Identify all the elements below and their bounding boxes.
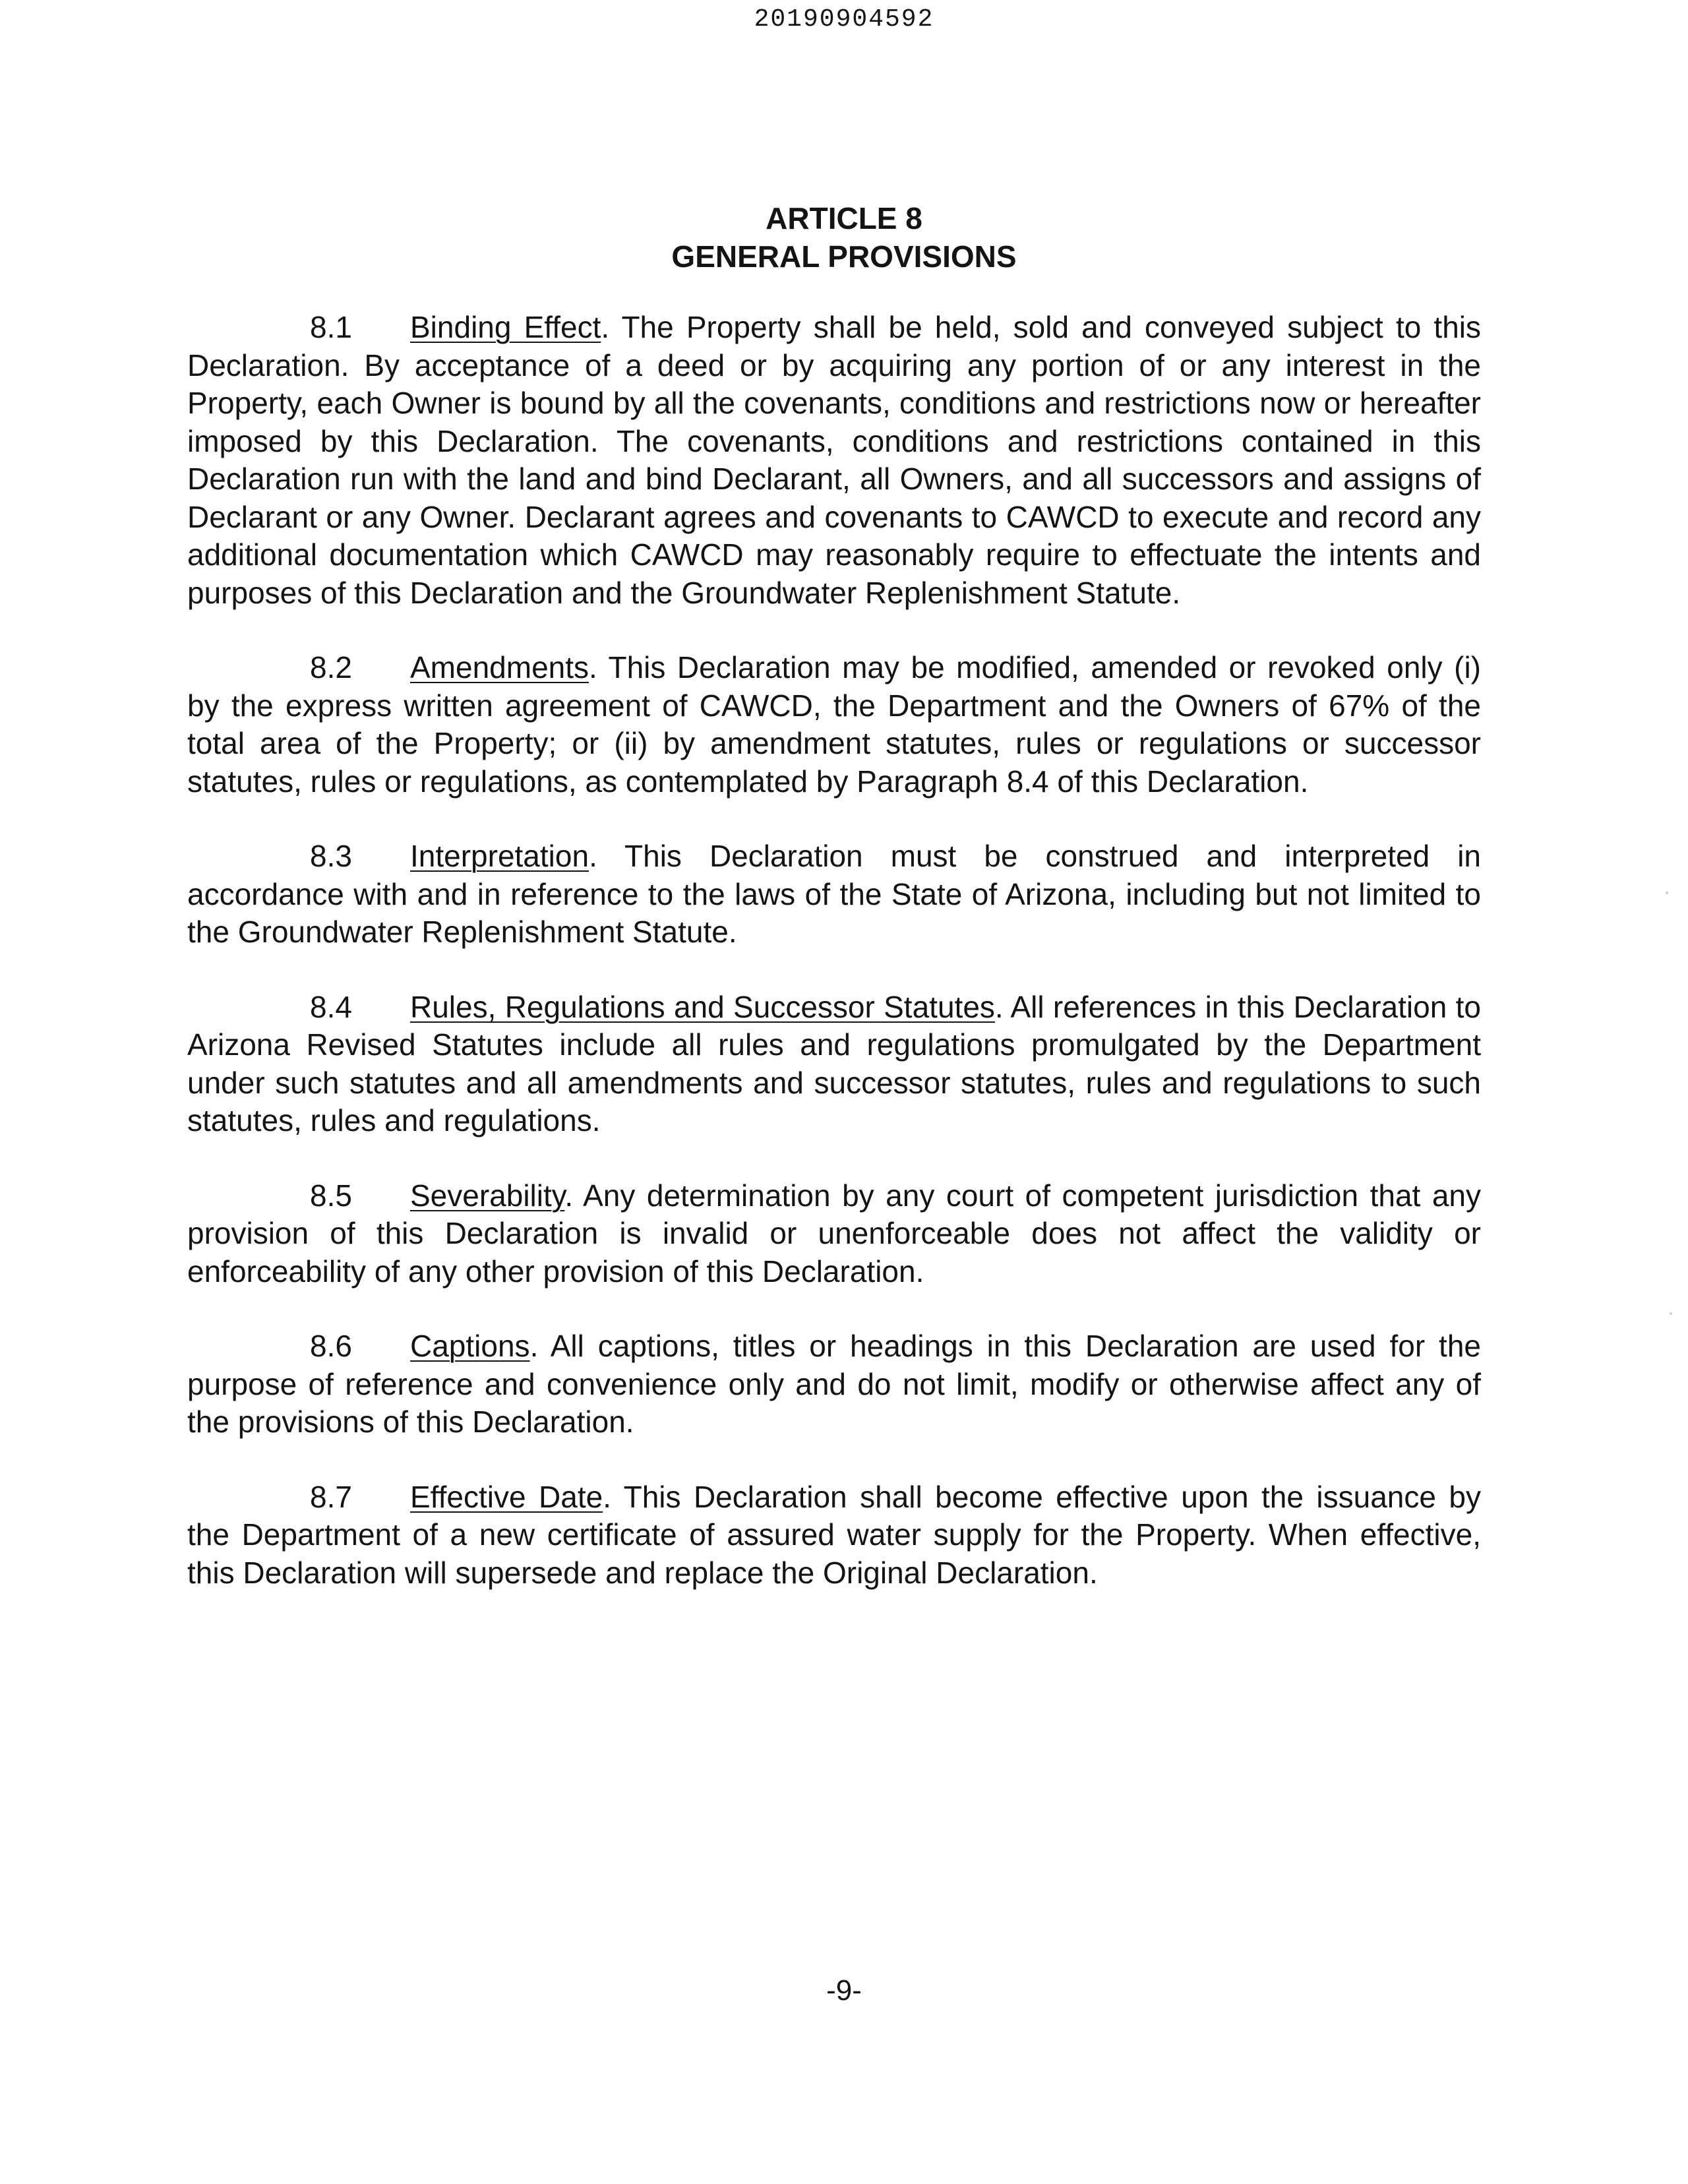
scan-speck	[1666, 892, 1668, 894]
document-body	[187, 309, 1481, 1629]
document-number: 20190904592	[754, 5, 934, 34]
section-caption: Captions	[410, 1329, 530, 1363]
section-text: This Declaration may be modified, amended or revoked only (i) by the express written agreement of CAWCD, the Department and the Owners of 67% of the total area of the Property; or (ii) by amendment statutes, rules or regulations or successor statutes, rules or regulations, as contemplated by Paragraph 8.4 of this Declaration.	[187, 650, 1481, 799]
section-8-3: 8.3 Interpretation. This Declaration must be construed and interpreted in accordance with and in reference to the laws of the State of Arizona, including but not limited to the Groundwater Replenishment Statute.	[187, 839, 1481, 949]
section-8-7: 8.7 Effective Date. This Declaration shall become effective upon the issuance by the Department of a new certificate of assured water supply for the Property. When effective, this Declaration will supersede and replace the Original Declaration.	[187, 1479, 1481, 1590]
section-number: 8.7	[310, 1479, 352, 1514]
section-caption: Effective Date	[410, 1479, 603, 1514]
section-8-5: 8.5 Severability. Any determination by any court of competent jurisdiction that any provision of this Declaration is invalid or unenforceable does not affect the validity or enforceability of any other provision of this Declaration.	[187, 1178, 1481, 1289]
section-8-2: 8.2 Amendments. This Declaration may be modified, amended or revoked only (i) by the express written agreement of CAWCD, the Department and the Owners of 67% of the total area of the Property; or (ii) by amendment statutes, rules or regulations or successor statutes, rules or regulations, as contemplated by Paragraph 8.4 of this Declaration.	[187, 650, 1481, 799]
section-caption: Amendments	[410, 650, 589, 684]
article-number: ARTICLE 8	[766, 201, 922, 235]
section-8-1: 8.1 Binding Effect. The Property shall be held, sold and conveyed subject to this Declaration. By acceptance of a deed or by acquiring any portion of or any interest in the Property, each Owner is bound by all the covenants, conditions and restrictions now or hereafter imposed by this Declaration. The covenants, conditions and restrictions contained in this Declaration run with the land and bind Declarant, all Owners, and all successors and assigns of Declarant or any Owner. Declarant agrees and covenants to CAWCD to execute and record any additional documentation which CAWCD may reasonably require to effectuate the intents and purposes of this Declaration and the Groundwater Replenishment Statute.	[187, 310, 1482, 610]
scan-speck	[1670, 1312, 1672, 1315]
section-text: This Declaration shall become effective upon the issuance by the Department of a new certificate of assured water supply for the Property. When effective, this Declaration will supersede and replace the Original Declaration.	[187, 1479, 1481, 1590]
section-text: This Declaration must be construed and interpreted in accordance with and in reference to the laws of the State of Arizona, including but not limited to the Groundwater Replenishment Statute.	[187, 839, 1481, 949]
section-number: 8.6	[310, 1329, 352, 1363]
section-caption: Rules, Regulations and Successor Statutes	[410, 989, 995, 1024]
section-text: The Property shall be held, sold and conveyed subject to this Declaration. By acceptance of a deed or by acquiring any portion of or any interest in the Property, each Owner is bound by all the covenants, conditions and restrictions now or hereafter imposed by this Declaration. The covenants, conditions and restrictions contained in this Declaration run with the land and bind Declarant, all Owners, and all successors and assigns of Declarant or any Owner. Declarant agrees and covenants to CAWCD to execute and record any additional documentation which CAWCD may reasonably require to effectuate the intents and purposes of this Declaration and the Groundwater Replenishment Statute.	[187, 310, 1482, 610]
section-number: 8.2	[310, 650, 352, 684]
section-8-4: 8.4 Rules, Regulations and Successor Statutes. All references in this Declaration to Arizona Revised Statutes include all rules and regulations promulgated by the Department under such statutes and all amendments and successor statutes, rules and regulations to such statutes, rules and regulations.	[187, 989, 1481, 1138]
section-number: 8.4	[310, 989, 352, 1024]
article-heading	[0, 199, 1688, 276]
section-number: 8.1	[310, 310, 352, 344]
section-text: All captions, titles or headings in this Declaration are used for the purpose of reference and convenience only and do not limit, modify or otherwise affect any of the provisions of this Declaration.	[187, 1329, 1481, 1439]
page-number: -9-	[826, 1974, 862, 2007]
section-text: Any determination by any court of competent jurisdiction that any provision of this Declaration is invalid or unenforceable does not affect the validity or enforceability of any other provision of this Declaration.	[187, 1178, 1481, 1289]
section-text: All references in this Declaration to Arizona Revised Statutes include all rules and regulations promulgated by the Department under such statutes and all amendments and successor statutes, rules and regulations to such statutes, rules and regulations.	[187, 989, 1481, 1138]
article-title: GENERAL PROVISIONS	[671, 239, 1017, 274]
section-caption: Severability	[410, 1178, 565, 1213]
section-8-6: 8.6 Captions. All captions, titles or headings in this Declaration are used for the purpose of reference and convenience only and do not limit, modify or otherwise affect any of the provisions of this Declaration.	[187, 1329, 1481, 1439]
section-caption: Binding Effect	[410, 310, 601, 344]
section-number: 8.5	[310, 1178, 352, 1213]
section-caption: Interpretation	[410, 839, 589, 873]
section-number: 8.3	[310, 839, 352, 873]
